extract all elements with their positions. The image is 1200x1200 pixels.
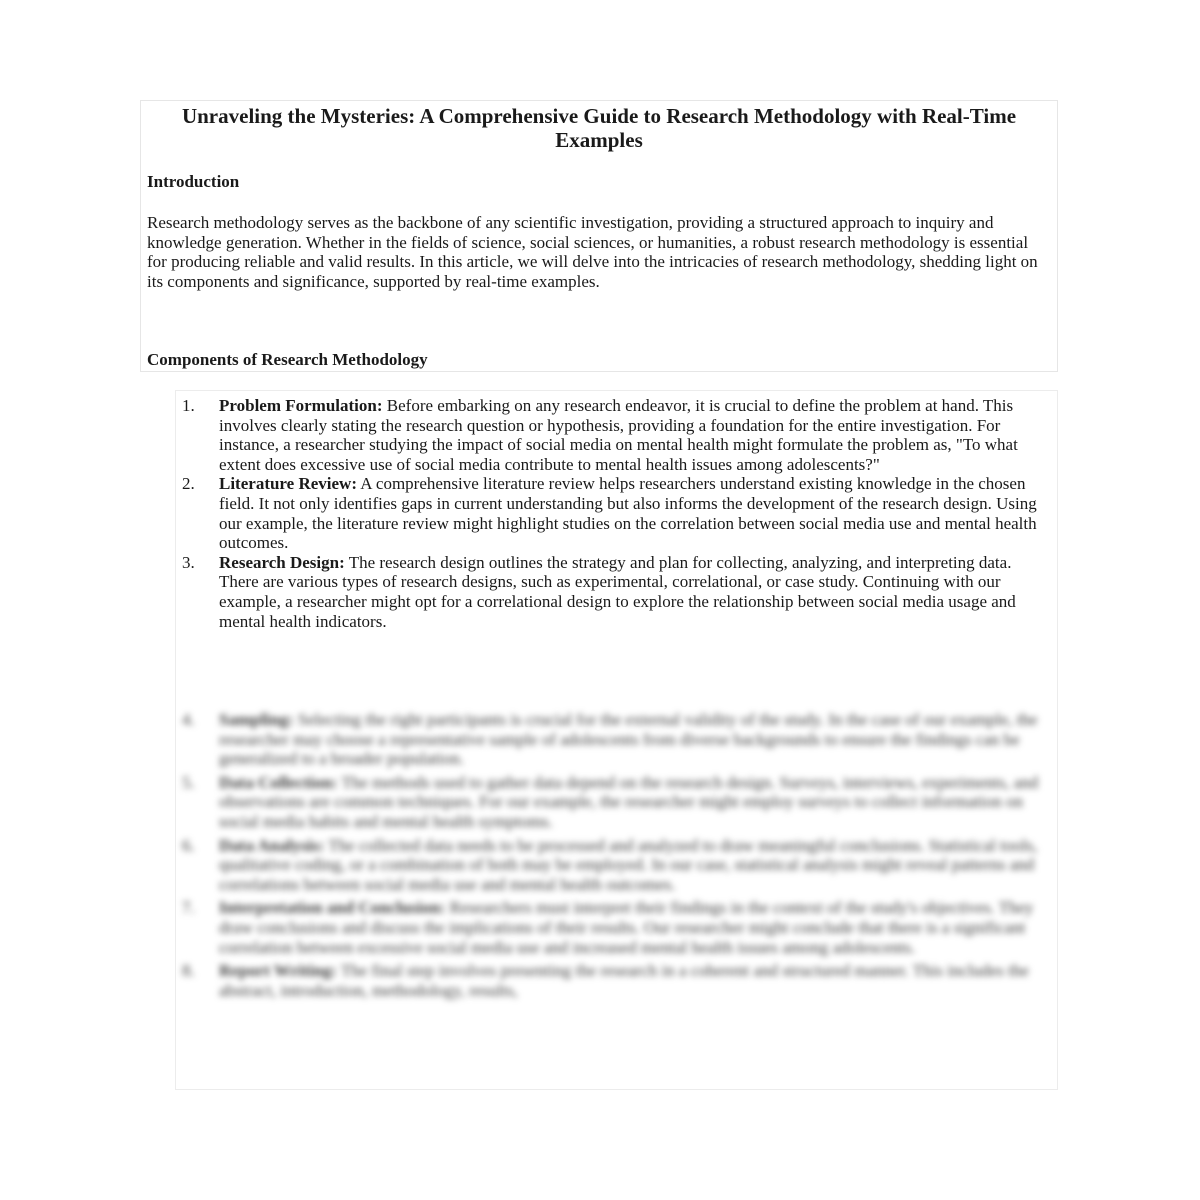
list-item bbox=[182, 396, 1052, 474]
list-item-number: 5. bbox=[182, 772, 195, 792]
list-item-number: 2. bbox=[182, 474, 195, 494]
list-item bbox=[182, 553, 1052, 631]
list-item-number: 3. bbox=[182, 552, 195, 572]
blurred-list-item bbox=[182, 836, 1052, 895]
list-item-text: Selecting the right participants is crucial for the external validity of the study. In the case of our example, the researcher may choose a representative sample of adolescents from diverse backgrounds to ensure the findings can be generalized to a broader population. bbox=[219, 710, 1038, 769]
list-item-text: The collected data needs to be processed and analyzed to draw meaningful conclusions. Statistical tools, qualitative coding, or a combination of both may be employed. In our case, statistical analysis might reveal patterns and correlations between social media use and mental health outcomes. bbox=[219, 835, 1038, 894]
list-item-number: 8. bbox=[182, 961, 195, 981]
blurred-list-item bbox=[182, 898, 1052, 957]
intro-heading: Introduction bbox=[147, 172, 240, 191]
list-item-text: Before embarking on any research endeavor, it is crucial to define the problem at hand. This involves clearly stating the research question or hypothesis, providing a foundation for the entire investigation. For instance, a researcher studying the impact of social media on mental health might formulate the problem as, "To what extent does excessive use of social media contribute to mental health issues among adolescents?" bbox=[219, 396, 1018, 474]
blurred-list-item bbox=[182, 961, 1052, 1000]
list-item bbox=[182, 474, 1052, 552]
list-item-term: Interpretation and Conclusion: bbox=[219, 898, 446, 918]
list-item-number: 4. bbox=[182, 710, 195, 729]
list-item-text: A comprehensive literature review helps researchers understand existing knowledge in the chosen field. It not only identifies gaps in current understanding but also informs the development of the research design. Using our example, the literature review might highlight studies on the correlation between social media use and mental health outcomes. bbox=[219, 474, 1037, 553]
list-item-text: Researchers must interpret their findings in the context of the study's objectives. They draw conclusions and discuss the implications of their results. Our researcher might conclude that there is a significant correlation between excessive social media use and increased mental health issues among adolescents. bbox=[219, 898, 1034, 957]
list-item-term: Data Analysis: bbox=[219, 835, 325, 855]
list-item-text: The research design outlines the strategy and plan for collecting, analyzing, and interpreting data. There are various types of research designs, such as experimental, correlational, or case study. Continuing with our example, a researcher might opt for a correlational design to explore the relationship between social media usage and mental health indicators. bbox=[219, 552, 1016, 631]
intro-paragraph: Research methodology serves as the backbone of any scientific investigation, providing a structured approach to inquiry and knowledge generation. Whether in the fields of science, social sciences, or humanities, a robust research methodology is essential for producing reliable and valid results. In this article, we will delve into the intricacies of research methodology, shedding light on its components and significance, supported by real-time examples. bbox=[147, 213, 1038, 291]
list-item-term: Data Collection: bbox=[219, 772, 338, 792]
list-item-term: Problem Formulation: bbox=[219, 396, 383, 415]
blurred-list-item bbox=[182, 710, 1052, 769]
list-item-text: The methods used to gather data depend on the research design. Surveys, interviews, experiments, and observations are common techniques. For our example, the researcher might employ surveys to collect information on social media habits and mental health symptoms. bbox=[219, 772, 1039, 831]
list-item-number: 6. bbox=[182, 835, 195, 855]
list-item-term: Research Design: bbox=[219, 552, 345, 572]
list-item-term: Sampling: bbox=[219, 710, 294, 729]
list-item-number: 7. bbox=[182, 898, 195, 918]
blurred-preview-list bbox=[182, 710, 1052, 1004]
list-item-text: The final step involves presenting the research in a coherent and structured manner. This includes the abstract, introduction, methodology, results, bbox=[219, 961, 1029, 1000]
list-item-term: Literature Review: bbox=[219, 474, 357, 494]
components-list bbox=[182, 396, 1052, 631]
document-page bbox=[140, 100, 1058, 1090]
components-heading: Components of Research Methodology bbox=[147, 350, 428, 369]
document-title: Unraveling the Mysteries: A Comprehensive Guide to Research Methodology with Real-Time Examples bbox=[181, 104, 1017, 152]
list-item-number: 1. bbox=[182, 396, 195, 415]
list-item-term: Report Writing: bbox=[219, 961, 337, 981]
blurred-list-item bbox=[182, 773, 1052, 832]
